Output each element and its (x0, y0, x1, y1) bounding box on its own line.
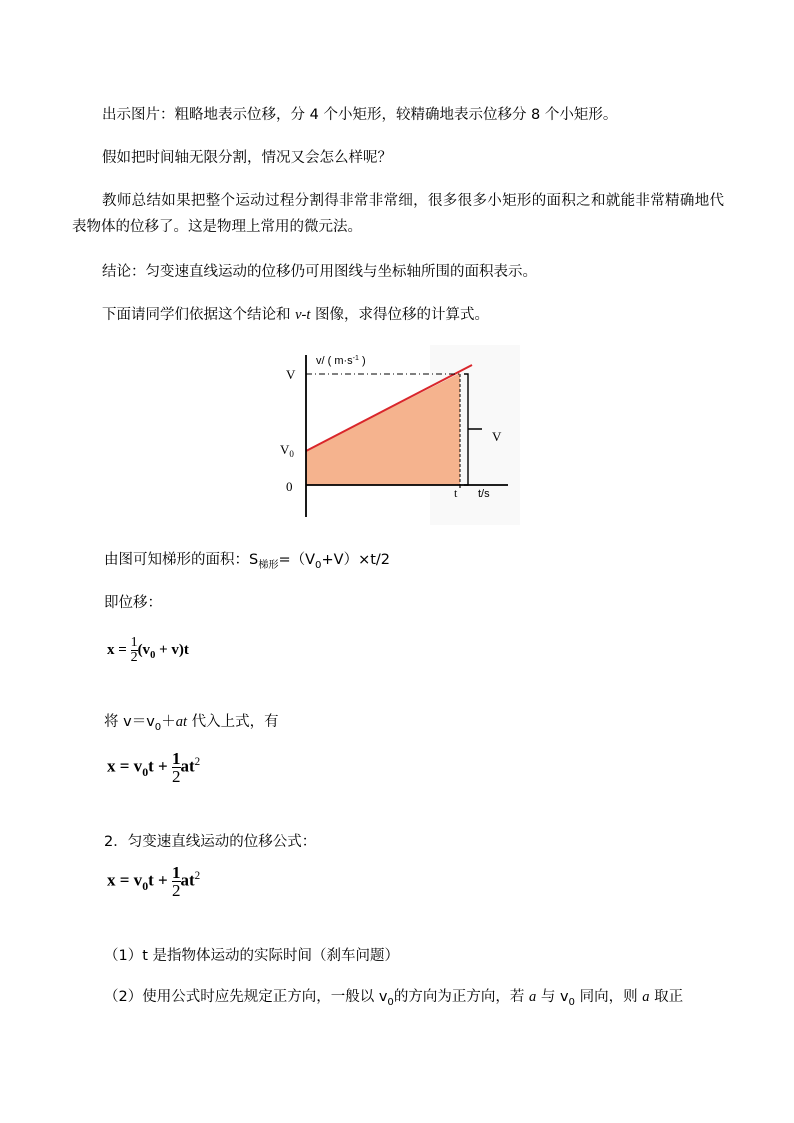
formula-displacement-1: $x = v_0t$ + $\frac{1}{2}$ $at^2$ (107, 749, 201, 786)
section-2-heading: 2．匀变速直线运动的位移公式： (104, 834, 317, 850)
v-label: V (286, 367, 296, 382)
formula-displacement-2: $x = v_0t$ + $\frac{1}{2}$ $at^2$ (107, 863, 201, 900)
displacement-label: 即位移： (104, 595, 162, 611)
paragraph-2: 假如把时间轴无限分割，情况又会怎么样呢？ (102, 150, 392, 166)
y-axis-label: v/ ( $m\cdot s^{-1}$ ) (316, 355, 366, 367)
note-1: （1）t 是指物体运动的实际时间（刹车问题） (104, 948, 400, 964)
x-axis-label: t/s (478, 488, 490, 500)
paragraph-1: 出示图片：粗略地表示位移，分 4 个小矩形，较精确地表示位移分 8 个小矩形。 (102, 107, 618, 123)
paragraph-conclusion: 结论：匀变速直线运动的位移仍可用图线与坐标轴所围的面积表示。 (102, 264, 537, 280)
paragraph-5: 下面请同学们依据这个结论和 v-t 图像，求得位移的计算式。 (102, 307, 490, 323)
v0-label: $V_0$ (280, 442, 294, 459)
area-line: 由图可知梯形的面积：$S_{梯形}=(V_0+V)\times t/2$ (104, 552, 391, 571)
t-label: t (454, 486, 458, 500)
note-2: （2）使用公式时应先规定正方向，一般以 $v_0$的方向为正方向，若 a 与 $v_0$ 同向，则 a 取正 (104, 989, 684, 1008)
bracket-v-label: V (492, 429, 502, 444)
formula-displacement-avg: x = $\frac{1}{2}$ $(v_0 + v)t$ (107, 635, 189, 665)
paragraph-3: 教师总结如果把整个运动过程分割得非常非常细，很多很多小矩形的面积之和就能非常精确地代表物体的位移了。这是物理上常用的微元法。 (72, 193, 725, 235)
teacher-summary-label: 教师总结 (102, 193, 162, 209)
vt-graph (270, 345, 520, 525)
origin-label: 0 (286, 479, 293, 494)
substitution-line: 将 $v=v_0+at$ 代入上式，有 (104, 714, 279, 733)
